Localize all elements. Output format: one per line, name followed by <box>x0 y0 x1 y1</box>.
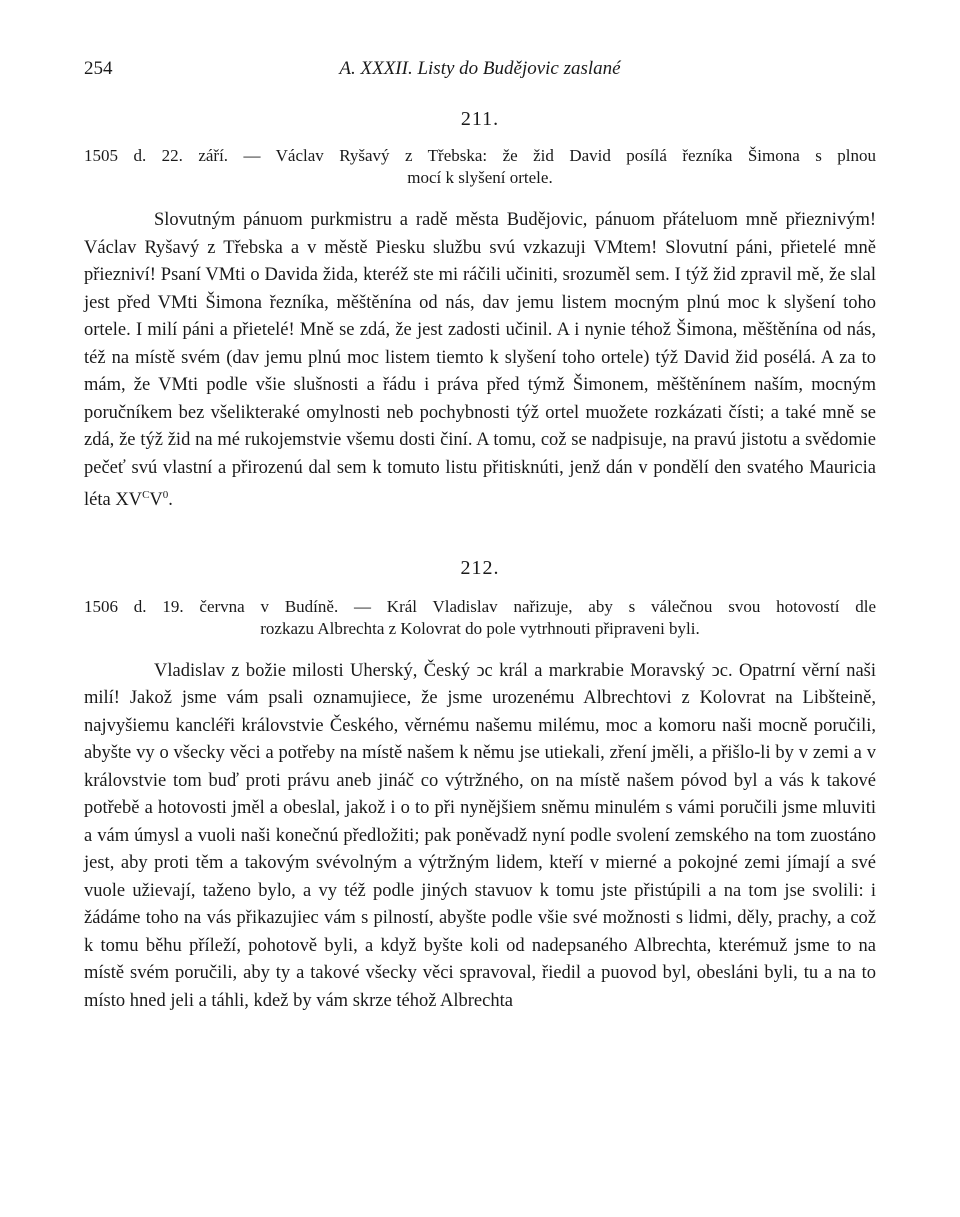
regest-line: rozkazu Albrechta z Kolovrat do pole vytrhnouti připraveni byli. <box>260 618 700 638</box>
book-page <box>84 58 876 1015</box>
superscript: C <box>142 489 150 501</box>
running-head <box>84 58 876 88</box>
regest-line: 1505 d. 22. září. — Václav Ryšavý z Třebska: že žid David posílá řezníka Šimona s plnou <box>84 146 876 165</box>
document-number-211: 211. <box>460 108 500 130</box>
document-212-regest <box>84 596 876 640</box>
document-211-regest <box>84 145 876 189</box>
letter-text: . <box>168 490 173 510</box>
document-211-text <box>84 207 876 515</box>
letter-text: V <box>149 490 163 510</box>
document-212-text: Vladislav z božie milosti Uherský, Český ↄc král a markrabie Moravský ↄc. Opatrní věrní naši milí! Jakož jsme vám psali oznamujiece, že jsme urozenému Albrechtovi z Kolovrat na Libšteině, najvyšiemu kancléři královstvie Českého, věrnému našemu milému, moc a komoru naši mocně poručili, abyšte vy o všecky věci a potřeby na místě našem k němu jse utiekali, zření jměli, a přišlo-li by v zemi a v královstvie tom buď proti právu aneb jináč co výtržného, on na místě našem póvod byl a vás k takové potřebě a hotovosti jměl a obeslal, jakož i o to při nynějšiem sněmu minulém s vámi poručili jsme mluviti a vám úmysl a vuoli naši konečnú předložiti; pak poněvadž nyní podle svolení zemského na tom zuostáno jest, aby proti těm a takovým svévolným a výtržným lidem, kteří v mierné a pokojné zemi jímají a své vuole užievají, taženo bylo, a vy též podle jiných stavuov k tomu jste přistúpili a na tom jse svolili: i žádáme toho na vás přikazujiec vám s pilností, abyšte podle všie své možnosti s lidmi, děly, prachy, a což k tomu běhu příleží, pohotově byli, a když byšte koli od nadepsaného Albrechta, kterémuž jsme to na místě svém poručili, aby ty a takové všecky věci spravoval, řiedil a puovod byl, obesláni byli, tu a na to místo hned jeli a táhli, kdež by vám skrze téhož Albrechta <box>84 660 876 1011</box>
regest-line: mocí k slyšení ortele. <box>407 168 553 187</box>
page-number: 254 <box>84 58 113 79</box>
document-number-212: 212. <box>460 556 500 579</box>
superscript: 0 <box>162 489 169 501</box>
running-title: A. XXXII. Listy do Budějovic zaslané <box>339 58 621 79</box>
regest-line: 1506 d. 19. června v Budíně. — Král Vladislav nařizuje, aby s válečnou svou hotovostí dle <box>84 596 876 616</box>
letter-text: Slovutným pánuom purkmistru a radě města Budějovic, pánuom přáteluom mně přieznivým! Václav Ryšavý z Třebska a v městě Piesku službu svú vzkazuji VMtem! Slovutní páni, přietelé mně přiezniví! Psaní VMti o Davida žida, kteréž ste mi ráčili učiniti, srozuměl sem. I týž žid zpravil mě, že slal jest před VMti Šimona řezníka, měštěnína od nás, dav jemu listem mocným plnú moc k slyšení toho ortele. I milí páni a přietelé! Mně se zdá, že jest zadosti učinil. A i nynie téhož Šimona, měštěnína od nás, též na místě svém (dav jemu plnú moc listem tiemto k slyšení toho ortele) týž David žid posélá. A za to mám, že VMti podle všie slušnosti a řádu i práva před týmž Šimonem, měštěnínem naším, mocným poručníkem bez všelikteraké omylnosti neb pochybnosti týž ortel muožete rozkázati čísti; a také mně se zdá, že týž žid na mé rukojemstvie všemu dosti činí. A tomu, což se nadpisuje, na pravú jistotu a svědomie pečeť svú vlastní a přirozenú dal sem k tomuto listu přitisknúti, jenž dán v pondělí den svatého Mauricia léta XV <box>84 210 876 510</box>
